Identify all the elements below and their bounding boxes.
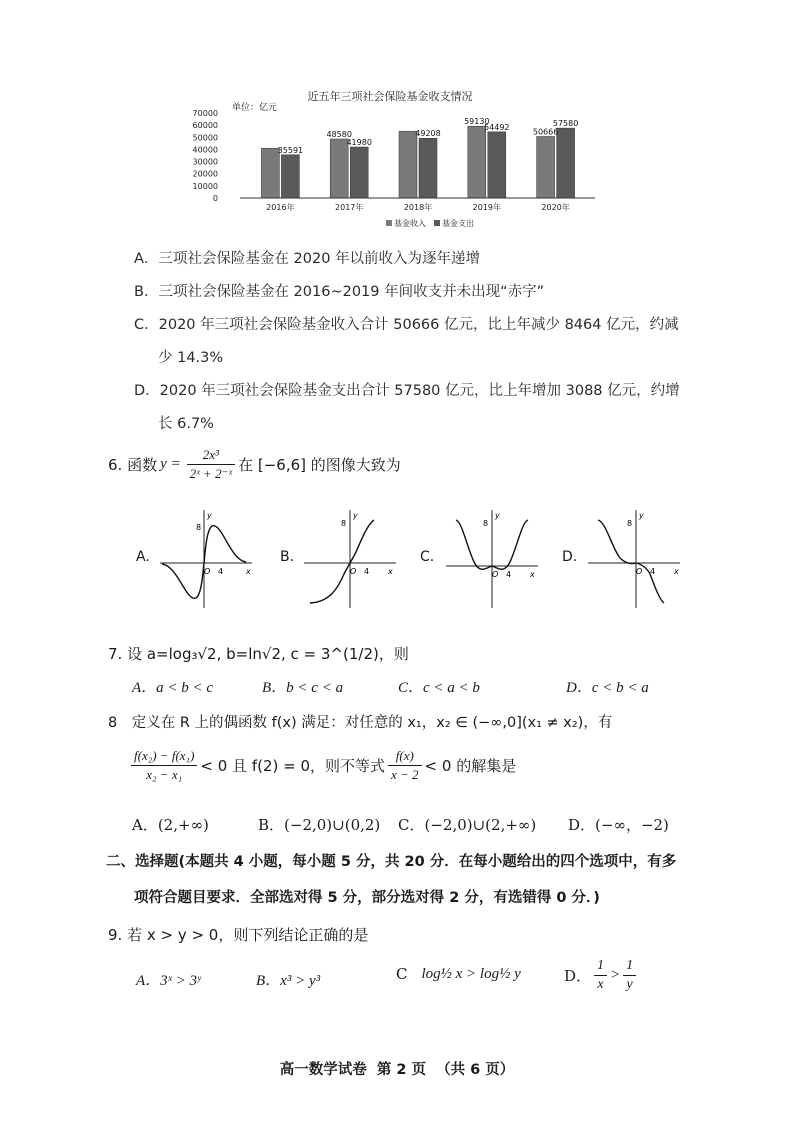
bar-data-label: 41980 [346, 138, 372, 148]
q8-stem-line2 [128, 748, 516, 783]
y-tick-label: 40000 [192, 145, 218, 155]
y-tick-label: 60000 [192, 121, 218, 131]
bar-income [537, 136, 555, 198]
x-tick-label: 2020年 [541, 203, 570, 212]
q9-option-d-label: D． [564, 967, 592, 985]
bar-income [468, 126, 486, 198]
q9-d-gt: > [610, 967, 621, 983]
q9-option-c [396, 965, 521, 983]
q6b-y-label: y [353, 511, 358, 520]
q6d-origin: O [636, 567, 643, 576]
q8-frac1-num: f(x₂) − f(x₁) [131, 748, 197, 766]
q8-fraction-1 [131, 748, 197, 783]
q7-stem: 7. 设 a=log₃√2, b=ln√2, c = 3^(1/2)，则 [108, 645, 409, 663]
chart-title: 近五年三项社会保险基金收支情况 [307, 90, 473, 103]
bar-income [330, 139, 348, 198]
q7-option-a: A．a < b < c [132, 680, 214, 696]
q8-option-d: D．(−∞，−2) [568, 816, 669, 834]
q6-label-b: B. [280, 549, 295, 565]
section-2-heading-line2: 项符合题目要求．全部选对得 5 分，部分选对得 2 分，有选错得 0 分．) [134, 890, 600, 906]
bar-data-label: 48580 [326, 130, 352, 140]
q8-option-c: C．(−2,0)∪(2,+∞) [398, 816, 537, 834]
x-tick-label: 2018年 [403, 203, 433, 212]
bar-income [399, 131, 417, 198]
q5-option-c-line1: C．2020 年三项社会保险基金收入合计 50666 亿元，比上年减少 8464 亿元，约减 [134, 317, 679, 333]
q6b-x-label: x [388, 567, 393, 576]
q8-frac2-den: x − 2 [391, 767, 419, 782]
bar-expense [419, 138, 437, 198]
bar-data-label: 57580 [552, 119, 579, 129]
bar-expense [350, 147, 368, 198]
q6-prefix: 6. 函数 [108, 456, 158, 474]
q7-option-b: B．b < c < a [262, 680, 344, 696]
page-footer: 高一数学试卷 第 2 页 （共 6 页） [279, 1062, 515, 1078]
q6b-eight: 8 [341, 519, 347, 528]
q6d-y-label: y [639, 511, 644, 520]
q9-d-frac2 [623, 958, 636, 993]
q5-option-b: B．三项社会保险基金在 2016~2019 年间收支并未出现“赤字” [134, 284, 545, 300]
x-tick-label: 2017年 [335, 203, 364, 212]
x-tick-label: 2019年 [472, 203, 501, 212]
bar-data-label: 49208 [415, 129, 441, 139]
q9-d-den2: y [626, 977, 633, 992]
y-tick-label: 70000 [192, 109, 218, 118]
q9-stem: 9. 若 x > y > 0，则下列结论正确的是 [108, 926, 369, 944]
y-tick-label: 30000 [192, 157, 218, 167]
bar-expense [557, 128, 575, 198]
q6a-origin: O [204, 567, 211, 576]
q8-end: < 0 的解集是 [424, 757, 517, 775]
legend-swatch-income [386, 220, 392, 226]
q5-option-d-line2: 长 6.7% [158, 416, 214, 432]
q9-option-d [564, 958, 639, 993]
q9-d-num2: 1 [623, 958, 636, 976]
x-tick-label: 2016年 [266, 203, 295, 212]
q8-frac1-den: x₂ − x₁ [146, 767, 183, 782]
q9-option-c-expr: log½ x > log½ y [421, 965, 521, 982]
legend-swatch-expense [434, 220, 440, 226]
q7-option-d: D．c < b < a [566, 680, 649, 696]
q8-option-b: B．(−2,0)∪(0,2) [258, 816, 381, 834]
q6c-eight: 8 [483, 519, 489, 528]
chart-legend [386, 218, 474, 228]
q9-option-b: B．x³ > y³ [256, 973, 321, 989]
q6b-four: 4 [364, 567, 370, 576]
q6-graph-a [160, 508, 260, 608]
q8-mid: < 0 且 f(2) = 0，则不等式 [200, 757, 385, 775]
y-tick-label: 50000 [192, 133, 218, 143]
bar-chart [190, 86, 610, 236]
q6-numerator: 2x³ [187, 447, 235, 465]
bar-data-label: 54492 [484, 122, 510, 132]
q6-suffix: 在 [−6,6] 的图像大致为 [238, 456, 401, 474]
q5-option-d-line1: D．2020 年三项社会保险基金支出合计 57580 亿元，比上年增加 3088 亿元，约增 [134, 383, 680, 399]
y-tick-label: 20000 [192, 169, 218, 179]
bar-income [261, 148, 279, 198]
q6-graph-b [304, 508, 404, 608]
q6-label-d: D. [562, 549, 578, 565]
q6-stem: 6. 函数 y = $\frac{\text{2x³}}{\text{2ˣ + 2⁻ˣ}}$ 在 [−6,6] 的图像大致为 [108, 447, 401, 481]
q8-fraction-2 [388, 748, 422, 783]
q6c-four: 4 [506, 570, 512, 579]
bar-chart-svg [190, 86, 610, 236]
q6-label-a: A. [136, 549, 150, 565]
q6a-y-label: y [207, 511, 212, 520]
bar-expense [281, 155, 299, 198]
legend-income: 基金收入 [394, 219, 426, 228]
q8-frac2-num: f(x) [388, 748, 422, 766]
chart-unit: 单位：亿元 [232, 103, 278, 113]
q6d-x-label: x [674, 567, 679, 576]
q9-d-den1: x [597, 977, 604, 992]
y-tick-label: 0 [212, 194, 218, 203]
bar-data-label: 50666 [532, 127, 559, 137]
bar-data-label: 35591 [277, 145, 304, 155]
q6-graph-d [588, 508, 688, 608]
q9-d-frac1 [594, 958, 607, 993]
q5-option-c-line2: 少 14.3% [158, 350, 224, 366]
bar-expense [488, 132, 506, 198]
section-2-heading-line1: 二、选择题(本题共 4 小题，每小题 5 分，共 20 分．在每小题给出的四个选项中，有多 [106, 854, 677, 870]
q8-stem-line1: 8 定义在 R 上的偶函数 f(x) 满足：对任意的 x₁，x₂ ∈ (−∞,0](x₁ ≠ x₂)，有 [108, 715, 613, 731]
q9-option-c-label: C [396, 965, 408, 983]
q6a-x-label: x [246, 567, 251, 576]
q6d-four: 4 [650, 567, 656, 576]
q6c-x-label: x [530, 570, 535, 579]
q9-d-num1: 1 [594, 958, 607, 976]
q6c-y-label: y [495, 511, 500, 520]
q6b-origin: O [350, 567, 357, 576]
q6-graph-c [446, 508, 546, 608]
q5-option-a: A．三项社会保险基金在 2020 年以前收入为逐年递增 [134, 251, 481, 267]
bar-data-label: 59130 [464, 117, 490, 127]
q6-label-c: C. [420, 549, 435, 565]
q9-option-a: A．3ˣ > 3ʸ [136, 973, 201, 989]
q6a-eight: 8 [196, 523, 202, 532]
q6a-four: 4 [218, 567, 224, 576]
y-tick-label: 10000 [192, 181, 218, 191]
q6-denominator: 2ˣ + 2⁻ˣ [189, 466, 233, 481]
q7-option-c: C．c < a < b [398, 680, 480, 696]
q6d-eight: 8 [627, 519, 633, 528]
legend-expense: 基金支出 [442, 219, 474, 228]
q6-fraction [187, 447, 235, 482]
q6c-origin: O [492, 570, 499, 579]
q8-option-a: A．(2,+∞) [132, 816, 209, 834]
